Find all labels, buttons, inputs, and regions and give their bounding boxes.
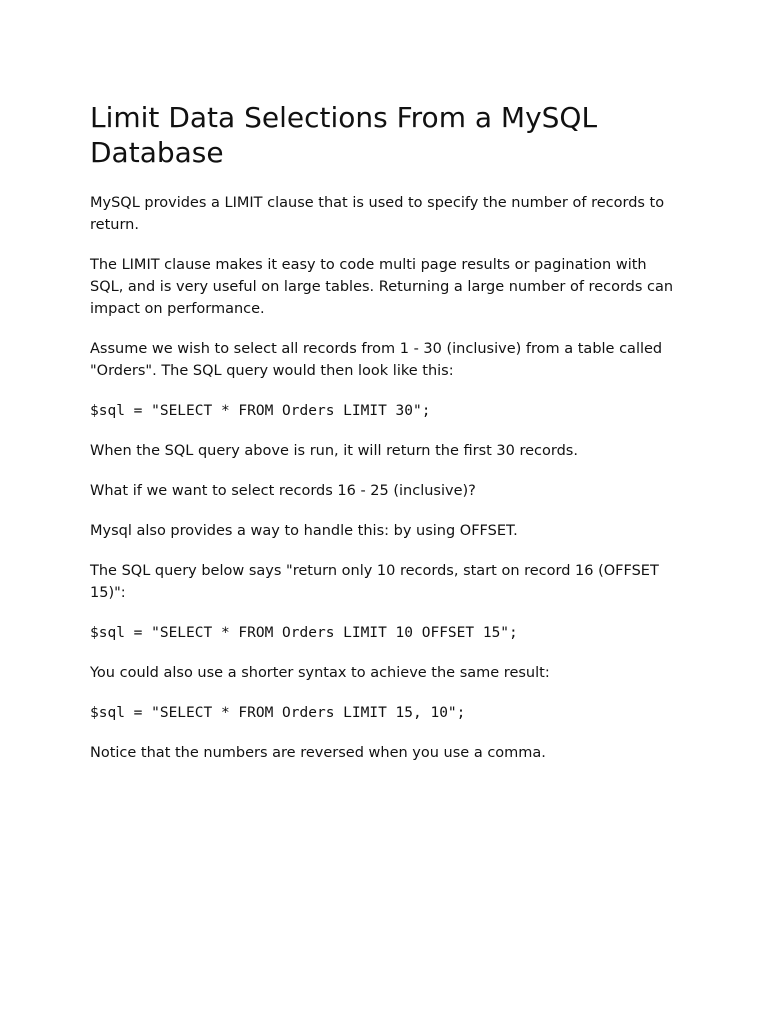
document-page [90,100,680,782]
paragraph-limit-intro: MySQL provides a LIMIT clause that is used to specify the number of records to return. [90,195,665,233]
paragraph-offset-intro: Mysql also provides a way to handle this: by using OFFSET. [90,523,518,539]
code-limit-30: $sql = "SELECT * FROM Orders LIMIT 30"; [90,403,431,419]
code-limit-comma: $sql = "SELECT * FROM Orders LIMIT 15, 10"; [90,705,466,721]
paragraph-first-30-records: When the SQL query above is run, it will return the first 30 records. [90,443,578,459]
paragraph-shorter-syntax: You could also use a shorter syntax to achieve the same result: [90,665,550,681]
paragraph-reversed-note: Notice that the numbers are reversed when you use a comma. [90,745,546,761]
paragraph-offset-explanation: The SQL query below says "return only 10 records, start on record 16 (OFFSET 15)": [90,563,659,601]
code-limit-offset: $sql = "SELECT * FROM Orders LIMIT 10 OFFSET 15"; [90,625,518,641]
page-title: Limit Data Selections From a MySQL Database [90,101,598,169]
paragraph-select-example-intro: Assume we wish to select all records from 1 - 30 (inclusive) from a table called "Orders". The SQL query would then look like this: [90,341,663,379]
paragraph-limit-pagination: The LIMIT clause makes it easy to code multi page results or pagination with SQL, and is very useful on large tables. Returning a large number of records can impact on performance. [90,257,674,317]
paragraph-select-16-25-question: What if we want to select records 16 - 25 (inclusive)? [90,483,476,499]
